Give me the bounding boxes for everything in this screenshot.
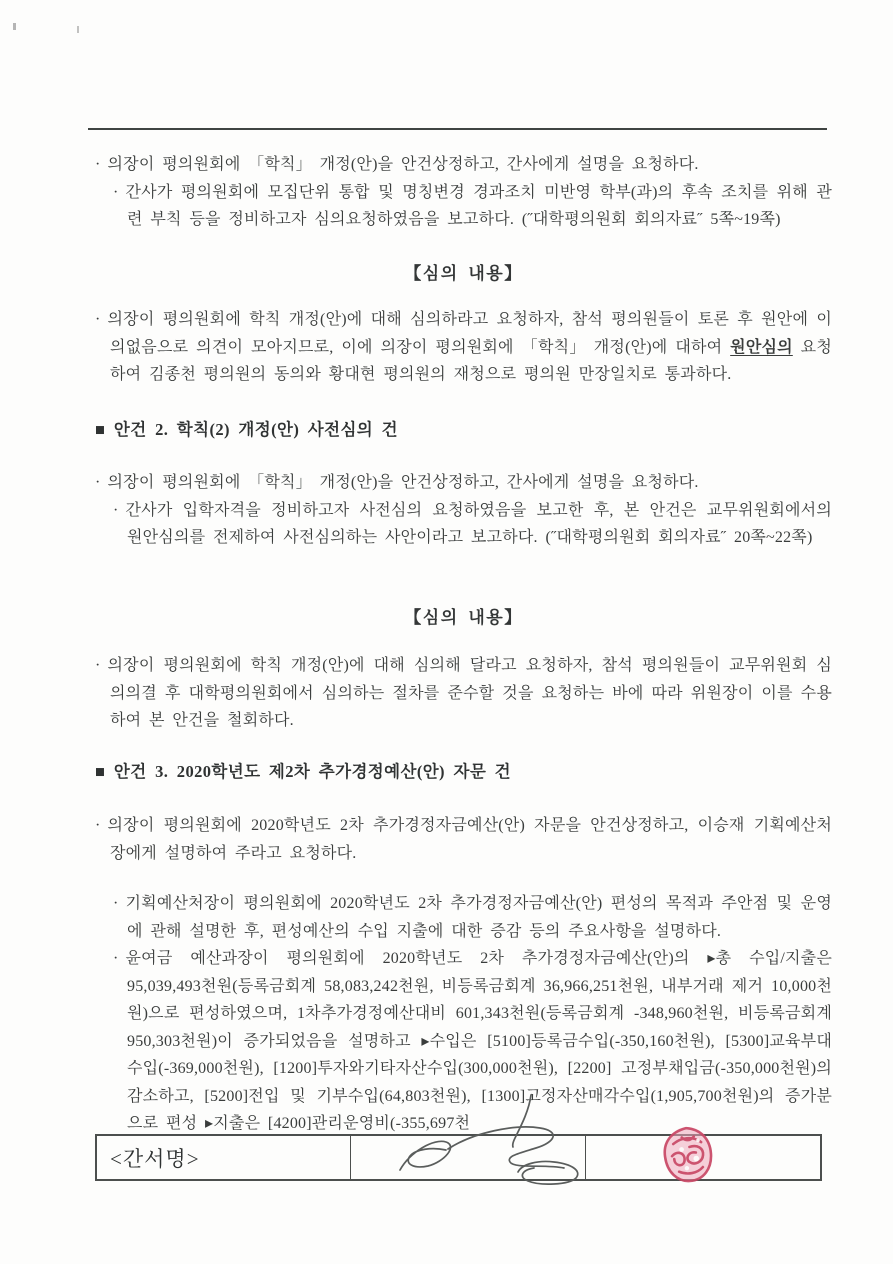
signature-label-cell — [97, 1136, 351, 1179]
bullet-marker: · — [113, 183, 119, 201]
agenda3-title: ■ 안건 3. 2020학년도 제2차 추가경정예산(안) 자문 건 — [95, 762, 512, 781]
agenda2-motion-text: 의장이 평의원회에 「학칙」 개정(안)을 안건상정하고, 간사에게 설명을 요청하다. — [107, 474, 699, 491]
agenda2-review-text: 의장이 평의원회에 학칙 개정(안)에 대해 심의해 달라고 요청하자, 참석 평의원들이 교무위원회 심의의결 후 대학평의원회에서 심의하는 절차를 준수할 것을 요청하는 바에 따라 위원장이 이를 수용하여 본 안건을 철회하다. — [107, 657, 832, 729]
agenda2-review-block — [95, 652, 832, 735]
agenda1-motion — [95, 151, 832, 179]
agenda3-planning-director-report-text: 기획예산처장이 평의원회에 2020학년도 2차 추가경정자금예산(안) 편성의 목적과 주안점 및 운영에 관해 설명한 후, 편성예산의 수입 지출에 대한 증감 등의 주요사항을 설명하다. — [125, 895, 832, 940]
agenda3-motion-text: 의장이 평의원회에 2020학년도 2차 추가경정자금예산(안) 자문을 안건상정하고, 이승재 기획예산처장에게 설명하여 주라고 요청하다. — [107, 817, 832, 862]
agenda3-motion-block — [95, 812, 832, 867]
agenda1-review-emphasis: 원안심의 — [730, 338, 793, 356]
bullet-marker: · — [95, 657, 101, 674]
red-seal-stamp-icon — [656, 1121, 722, 1189]
bullet-marker: · — [113, 895, 119, 912]
agenda1-review-pre: 의장이 평의원회에 학칙 개정(안)에 대해 심의하라고 요청하자, 참석 평의원들이 토론 후 원안에 이의없음으로 의견이 모아지므로, 이에 의장이 평의원회에 「학칙」 개정(안)에 대하여 — [107, 311, 832, 356]
handwritten-signature — [388, 1092, 613, 1192]
bullet-marker: · — [95, 156, 101, 173]
signature-label: <간서명> — [110, 1146, 200, 1171]
agenda1-motion-text: 의장이 평의원회에 「학칙」 개정(안)을 안건상정하고, 간사에게 설명을 요청하다. — [107, 156, 699, 173]
agenda1-secretary-report — [95, 179, 832, 234]
bullet-marker: · — [95, 817, 101, 834]
scan-artifact — [77, 26, 79, 33]
agenda2-secretary-report-text: 간사가 입학자격을 정비하고자 사전심의 요청하였음을 보고한 후, 본 안건은 교무위원회에서의 원안심의를 전제하여 사전심의하는 사안이라고 보고하다. (˝대학평의원회 회의자료˝ 20쪽~22쪽) — [125, 501, 832, 546]
agenda2-title: ■ 안건 2. 학칙(2) 개정(안) 사전심의 건 — [95, 420, 398, 439]
header-rule — [88, 128, 827, 130]
agenda1-review-post: 요청하여 김종천 평의원의 동의와 황대현 평의원의 재청으로 평의원 만장일치로 통과하다. — [110, 338, 832, 383]
agenda3-planning-director-report — [95, 890, 832, 945]
agenda1-review — [95, 306, 832, 389]
review-content-header-2: 【심의 내용】 — [404, 608, 523, 627]
agenda3-motion — [95, 812, 832, 867]
agenda1-secretary-report-text: 간사가 평의원회에 모집단위 통합 및 명칭변경 경과조치 미반영 학부(과)의 후속 조치를 위해 관련 부칙 등을 정비하고자 심의요청하였음을 보고하다. (˝대학평의원회 회의자료˝ 5쪽~19쪽) — [125, 183, 832, 228]
bullet-marker: · — [95, 311, 101, 328]
bullet-marker: · — [113, 501, 119, 519]
bullet-marker: · — [113, 950, 119, 967]
agenda2-motion — [95, 469, 832, 497]
bullet-marker: · — [95, 474, 101, 491]
agenda2-resolution-block — [95, 469, 832, 552]
scan-artifact — [13, 23, 16, 30]
agenda2-secretary-report — [95, 497, 832, 552]
agenda3-budget-manager-report-text: 윤여금 예산과장이 평의원회에 2020학년도 2차 추가경정자금예산(안)의 ▸총 수입/지출은 95,039,493천원(등록금회계 58,083,242천원, 비등록금회계 36,966,251천원, 내부거래 제거 10,000천원)으로 편성하였으며, 1차추가경정예산대비 601,343천원(등록금회계 -348,960천원, 비등록금회계 950,303천원)이 증가되었음을 설명하고 ▸수입은 [5100]등록금수입(-350,160천원), [5300]교육부대수입(-369,000천원), [1200]투자와기타자산수입(300,000천원), [2200] 고정부채입금(-350,000천원)의 감소하고, [5200]전입 및 기부수입(64,803천원), [1300]고정자산매각수입(1,905,700천원)의 증가분으로 편성 ▸지출은 [4200]관리운영비(-355,697천 — [125, 950, 832, 1132]
agenda1-resolution-block — [95, 151, 832, 234]
review-content-header-1: 【심의 내용】 — [404, 264, 523, 283]
agenda2-review — [95, 652, 832, 735]
agenda1-review-block — [95, 306, 832, 389]
